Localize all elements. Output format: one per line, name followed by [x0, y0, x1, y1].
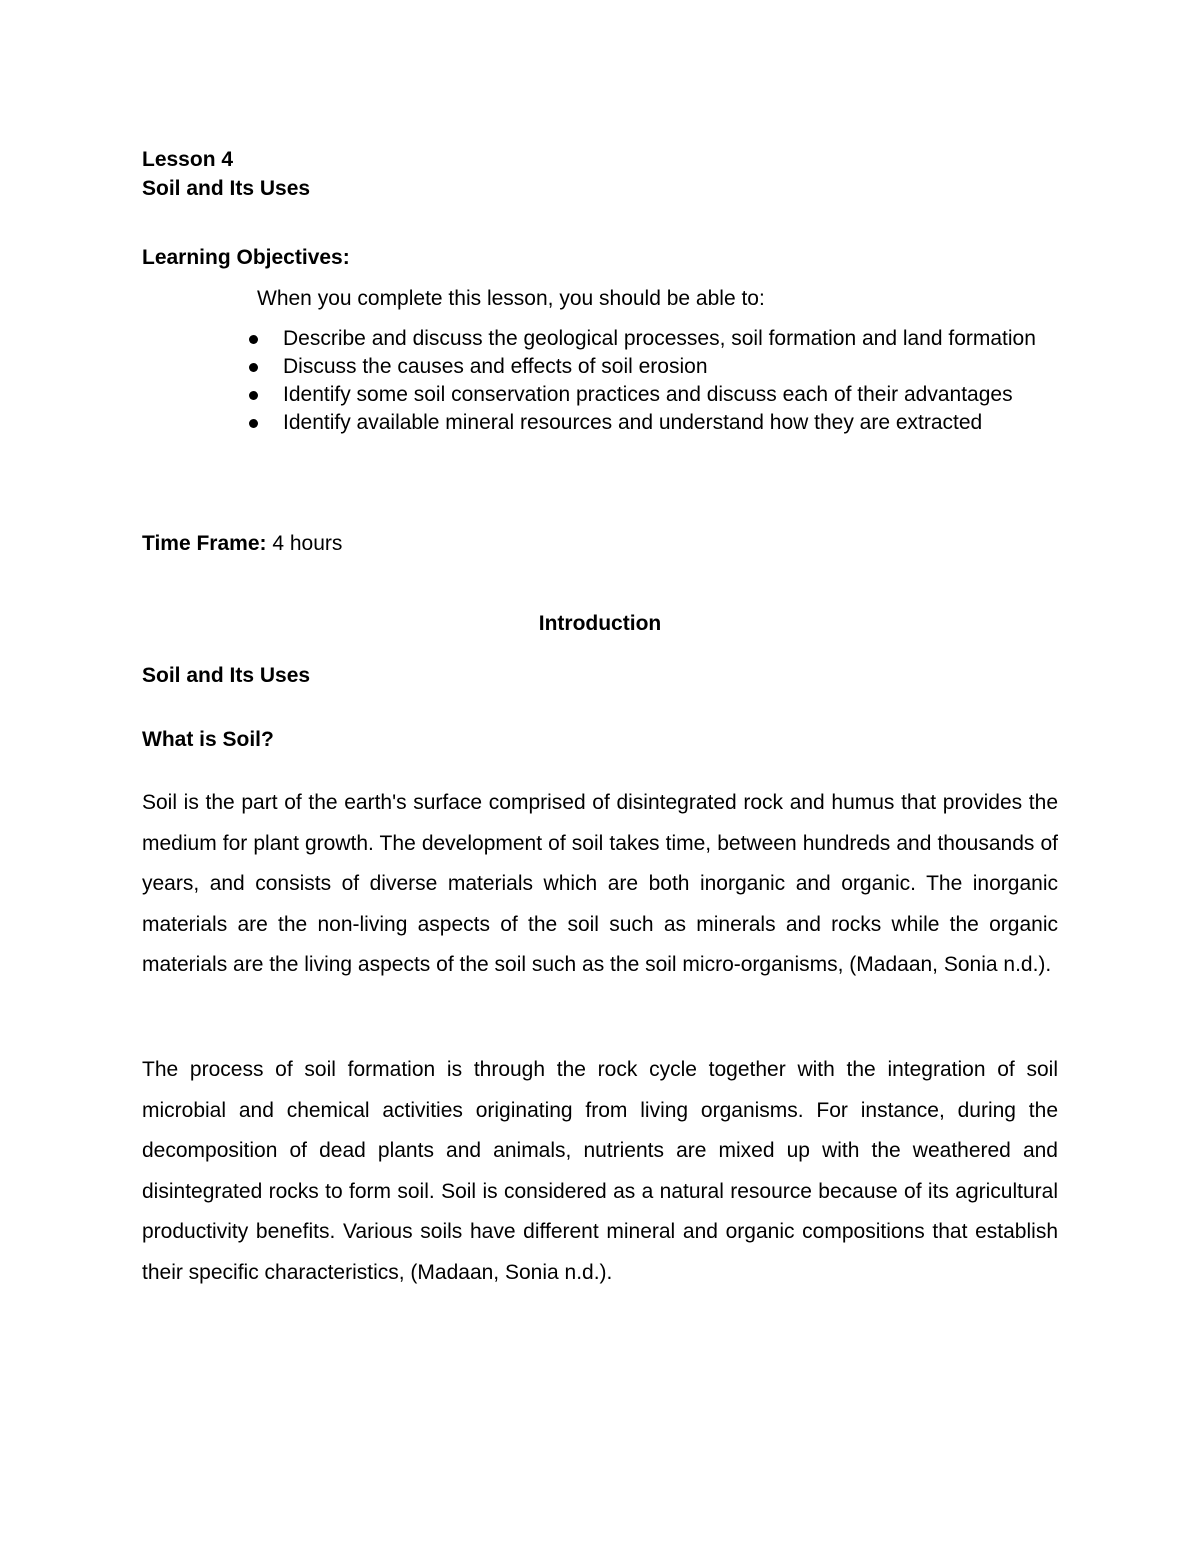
objectives-intro: When you complete this lesson, you should be able to: — [257, 287, 765, 310]
lesson-title: Soil and Its Uses — [142, 177, 311, 200]
objectives-heading: Learning Objectives: — [142, 246, 350, 269]
objectives-list — [246, 326, 1058, 438]
objective-text: Discuss the causes and effects of soil erosion — [283, 355, 708, 378]
body-paragraph: Soil is the part of the earth's surface comprised of disintegrated rock and humus that provides the medium for plant growth. The development of soil takes time, between hundreds and thousands of years, and consists of diverse materials which are both inorganic and organic. The inorganic materials are the non-living aspects of the soil such as minerals and rocks while the organic materials are the living aspects of the soil such as the soil micro-organisms, (Madaan, Sonia n.d.). — [142, 791, 1058, 977]
time-frame-label: Time Frame: — [142, 532, 267, 555]
objective-item — [246, 326, 1058, 352]
objective-text: Identify some soil conservation practices and discuss each of their advantages — [283, 383, 1013, 406]
objective-item — [246, 382, 1058, 408]
objective-item — [246, 354, 1058, 380]
bullet-icon — [249, 419, 258, 428]
time-frame-value: 4 hours — [272, 532, 343, 555]
time-frame — [142, 530, 342, 558]
objective-item — [246, 410, 1058, 436]
section-title: Soil and Its Uses — [142, 664, 311, 687]
body-paragraph: The process of soil formation is through the rock cycle together with the integration of soil microbial and chemical activities originating from living organisms. For instance, during the decomposition of dead plants and animals, nutrients are mixed up with the weathered and disintegrated rocks to form soil. Soil is considered as a natural resource because of its agricultural productivity benefits. Various soils have different mineral and organic compositions that establish their specific characteristics, (Madaan, Sonia n.d.). — [142, 1058, 1058, 1284]
introduction-heading: Introduction — [538, 612, 662, 635]
lesson-number: Lesson 4 — [142, 148, 234, 171]
subheading-what-is-soil: What is Soil? — [142, 728, 274, 751]
bullet-icon — [249, 391, 258, 400]
objective-text: Describe and discuss the geological processes, soil formation and land formation — [283, 327, 1036, 350]
objective-text: Identify available mineral resources and understand how they are extracted — [283, 411, 983, 434]
bullet-icon — [249, 335, 258, 344]
bullet-icon — [249, 363, 258, 372]
